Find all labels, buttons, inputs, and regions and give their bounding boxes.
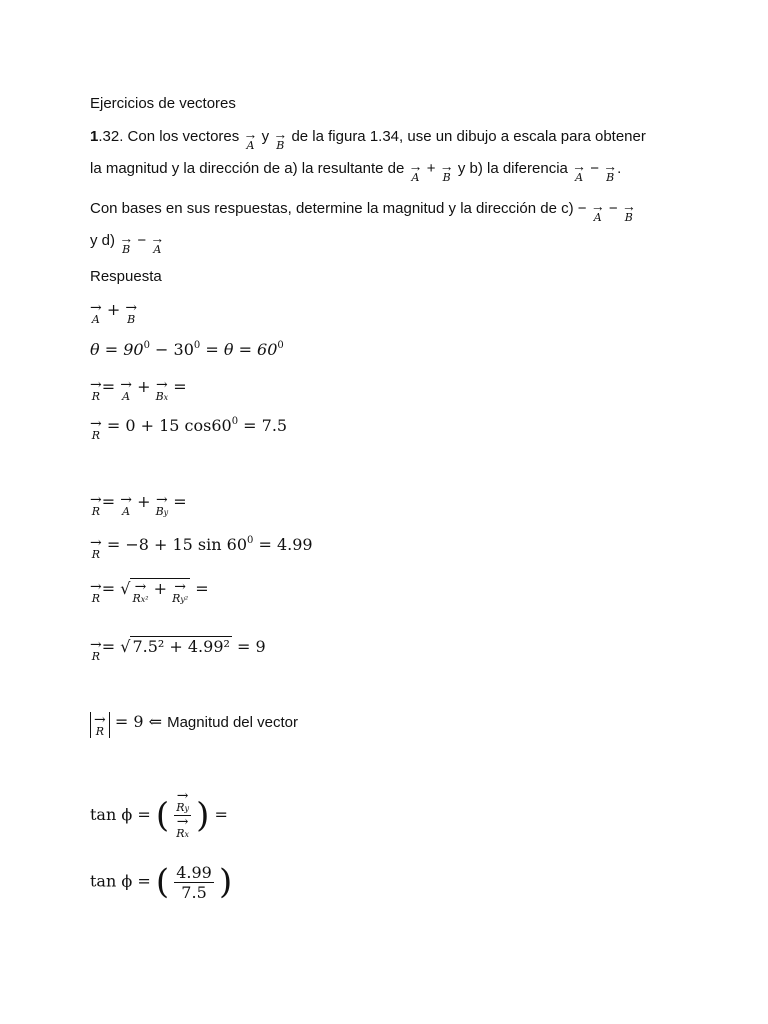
equation-tan-def: tan ϕ = ( → Ry → Rx ) = [90, 788, 228, 840]
problem-line-3: Con bases en sus respuestas, determine la magnitud y la dirección de c) − → A − → B [90, 198, 636, 224]
left-arrow-icon: ⇐ [148, 712, 162, 731]
vector-a: → A [150, 230, 165, 256]
vector-b: → B [439, 158, 454, 184]
vector-b: → B [603, 158, 618, 184]
equation-ry-def: → R = → A + → By = [90, 492, 187, 518]
equation-ry-value: → R = −8 + 15 $\sin 60^0 = 4.99$ [90, 535, 313, 561]
vector-b: → B [273, 126, 288, 152]
vector-a: → A [408, 158, 423, 184]
problem-line-2: la magnitud y la dirección de a) la resultante de → A + → B y b) la diferencia → A − → B . [90, 158, 622, 184]
equation-sum: → A + → B [90, 300, 138, 326]
vector-a: → A [243, 126, 258, 152]
equation-rx-def: → R = → A + → Bx = [90, 377, 187, 403]
equation-theta: $\theta = 90^0 - 30^0 = \theta = 60^0$ [90, 340, 284, 359]
doc-title: Ejercicios de vectores [90, 95, 236, 112]
problem-line-1: 1.32. Con los vectores → A y → B de la figura 1.34, use un dibujo a escala para obtener [90, 126, 646, 152]
equation-r-result: → R = √ 7.5² + 4.99² = 9 [90, 637, 266, 663]
equation-magnitude: → R = 9 ⇐ Magnitud del vector [90, 712, 298, 738]
equation-tan-value: tan ϕ = ( $\frac{4.99}{7.5}$ ) [90, 862, 233, 902]
problem-number: 1 [90, 128, 99, 145]
problem-line-4: y d) → B − → A [90, 230, 165, 256]
equation-r-sqrt: → R = √ → Rx² + → Ry² = [90, 579, 209, 605]
answer-heading: Respuesta [90, 268, 162, 285]
equation-rx-value: → R = 0 + 15 $\cos 60^0 = 7.5$ [90, 416, 288, 442]
vector-b: → B [621, 198, 636, 224]
vector-b: → B [119, 230, 134, 256]
vector-a: → A [590, 198, 605, 224]
vector-a: → A [572, 158, 587, 184]
